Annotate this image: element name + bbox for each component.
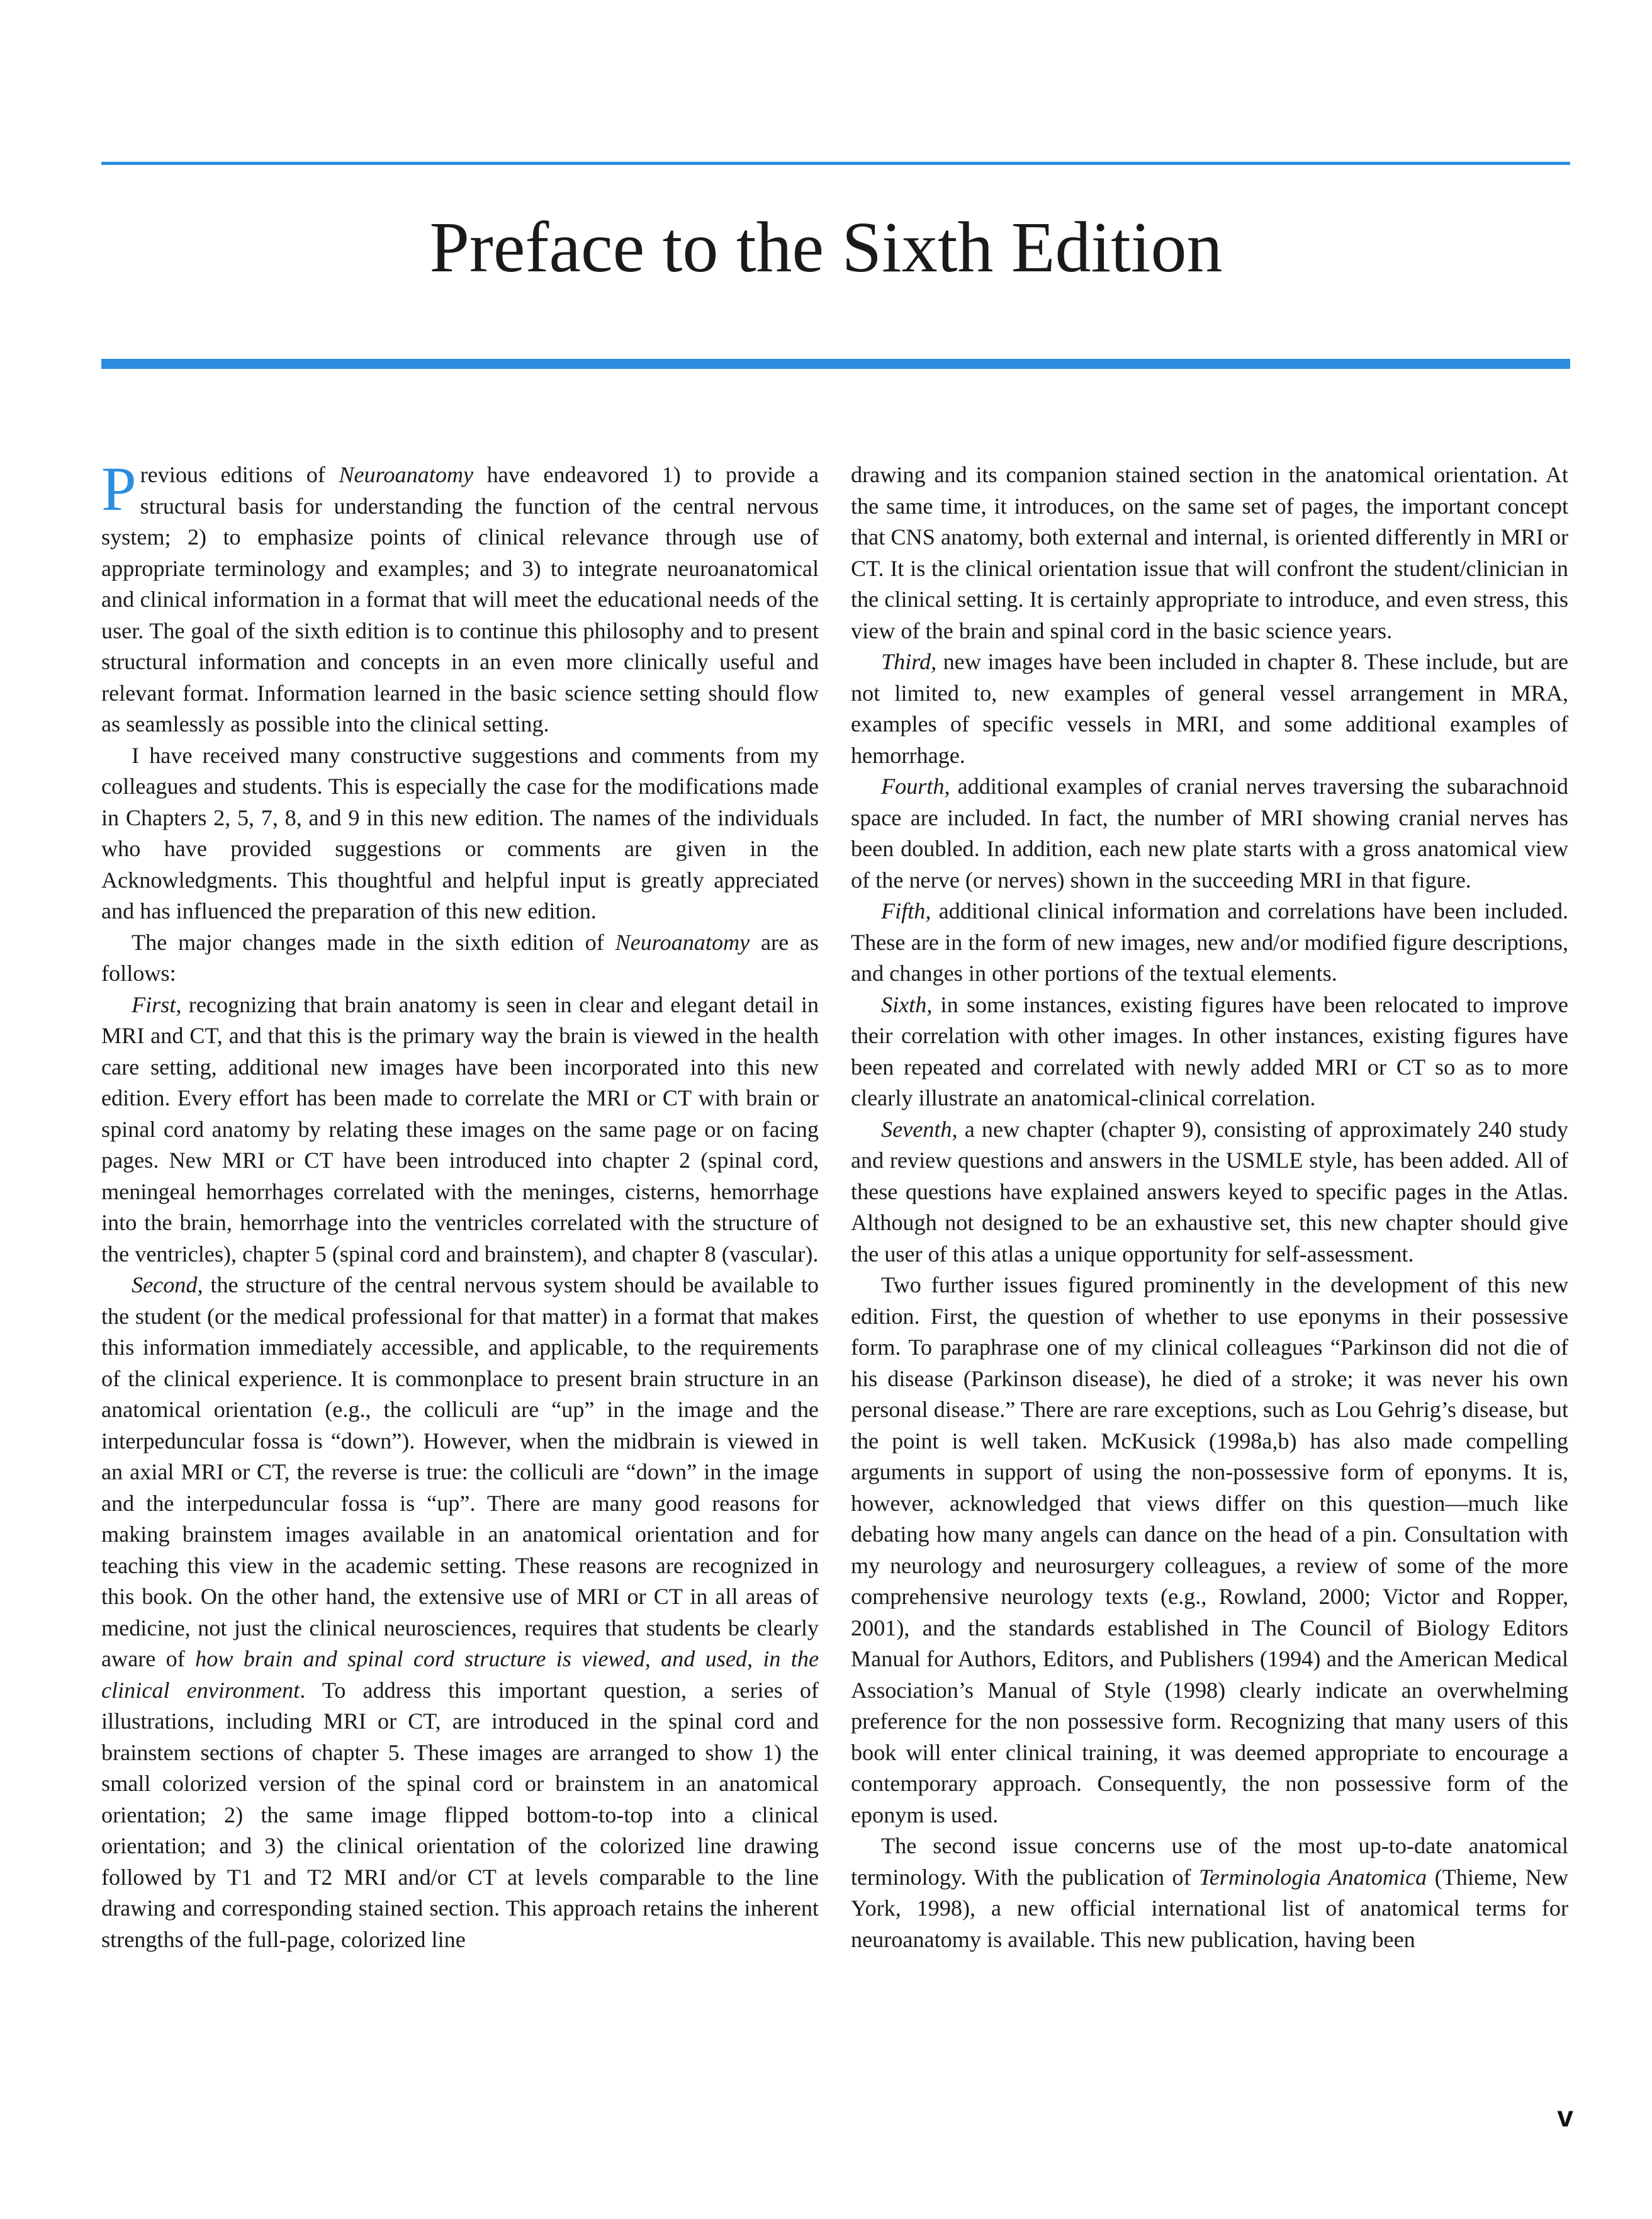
book-title: Neuroanatomy: [339, 462, 474, 487]
paragraph-text: revious editions of: [140, 462, 339, 487]
ordinal-lead: Sixth,: [881, 991, 933, 1017]
top-rule: [101, 162, 1570, 165]
paragraph: [101, 990, 819, 1270]
paragraph-text: are as follows:: [101, 929, 819, 986]
ordinal-lead: Fifth,: [881, 898, 931, 923]
ordinal-lead: Seventh,: [881, 1116, 958, 1142]
paragraph-text: recognizing that brain anatomy is seen in clear and elegant detail in MRI and CT, and that this is the primary way the brain is viewed in the health care setting, additional new images have been incorporated into this new edition. Every effort has been made to correlate the MRI or CT with brain or spinal cord anatomy by relating these images on the same page or on facing pages. New MRI or CT have been introduced into chapter 2 (spinal cord, meningeal hemorrhages correlated with the meninges, cisterns, hemorrhage into the brain, hemorrhage into the ventricles correlated with the structure of the ventricles), chapter 5 (spinal cord and brainstem), and chapter 8 (vascular).: [101, 991, 819, 1267]
paragraph: [101, 460, 819, 740]
page-number: v: [1557, 2100, 1573, 2133]
paragraph: I have received many constructive suggestions and comments from my colleagues and students. This is especially the case for the modifications made in Chapters 2, 5, 7, 8, and 9 in this new edition. The names of the individuals who have provided suggestions or comments are given in the Acknowledgments. This thoughtful and helpful input is greatly appreciated and has influenced the preparation of this new edition.: [101, 742, 819, 923]
paragraph: [851, 647, 1568, 771]
paragraph-text: additional clinical information and correlations have been included. These are in the form of new images, new and/or modified figure descriptions, and changes in other portions of the textual elements.: [851, 898, 1568, 986]
ordinal-lead: Third,: [881, 649, 937, 674]
paragraph: drawing and its companion stained section in the anatomical orientation. At the same time, it introduces, on the same set of pages, the important concept that CNS anatomy, both external and internal, is oriented differently in MRI or CT. It is the clinical orientation issue that will confront the student/clinician in the clinical setting. It is certainly appropriate to introduce, and even stress, this view of the brain and spinal cord in the basic science years.: [851, 462, 1568, 643]
paragraph-text: (Thieme, New York, 1998), a new official international list of anatomical terms for neuroanatomy is available. This new publication, having been: [851, 1864, 1568, 1952]
paragraph: Two further issues figured prominently in the development of this new edition. First, the question of whether to use eponyms in their possessive form. To paraphrase one of my clinical colleagues “Parkinson did not die of his disease (Parkinson disease), he died of a stroke; it was never his own personal disease.” There are rare exceptions, such as Lou Gehrig’s disease, but the point is well taken. McKusick (1998a,b) has also made compelling arguments in support of using the non-possessive form of eponyms. It is, however, acknowledged that views differ on this question—much like debating how many angels can dance on the head of a pin. Consultation with my neurology and neurosurgery colleagues, a review of some of the more comprehensive neurology texts (e.g., Rowland, 2000; Victor and Ropper, 2001), and the standards established in The Council of Biology Editors Manual for Authors, Editors, and Publishers (1994) and the American Medical Association’s Manual of Style (1998) clearly indicate an overwhelming preference for the non possessive form. Recognizing that many users of this book will enter clinical training, it was deemed appropriate to encourage a contemporary approach. Consequently, the non possessive form of the eponym is used.: [851, 1272, 1568, 1827]
page-title: Preface to the Sixth Edition: [429, 207, 1223, 287]
book-title: Terminologia Anatomica: [1199, 1864, 1427, 1890]
ordinal-lead: Fourth,: [881, 774, 950, 799]
paragraph-text: . To address this important question, a series of illustrations, including MRI or CT, are introduced in the spinal cord and brainstem sections of chapter 5. These images are arranged to show 1) the small colorized version of the spinal cord or brainstem in an anatomical orientation; 2) the same image flipped bottom-to-top into a clinical orientation; and 3) the clinical orientation of the colorized line drawing followed by T1 and T2 MRI and/or CT at levels comparable to the line drawing and corresponding stained section. This approach retains the inherent strengths of the full-page, colorized line: [101, 1677, 819, 1952]
left-column: [101, 460, 819, 2121]
book-title: Neuroanatomy: [615, 929, 750, 955]
paragraph-text: have endeavored 1) to provide a structural basis for understanding the function of the central nervous system; 2) to emphasize points of clinical relevance through use of appropriate terminology and examples; and 3) to integrate neuroanatomical and clinical information in a format that will meet the educational needs of the user. The goal of the sixth edition is to continue this philosophy and to present structural information and concepts in an even more clinically useful and relevant format. Information learned in the basic science setting should flow as seamlessly as possible into the clinical setting.: [101, 462, 819, 737]
paragraph-text: The second issue concerns use of the most up-to-date anatomical terminology. With the publication of: [851, 1833, 1568, 1890]
ordinal-lead: First,: [132, 991, 182, 1017]
paragraph-text: The major changes made in the sixth edition of: [132, 929, 615, 955]
ordinal-lead: Second,: [132, 1272, 203, 1297]
paragraph: [851, 1831, 1568, 1955]
paragraph: [101, 927, 819, 990]
paragraph-text: new images have been included in chapter 8. These include, but are not limited to, new examples of general vessel arrangement in MRA, examples of specific vessels in MRI, and some additional examples of hemorrhage.: [851, 649, 1568, 768]
title-underline-rule: [101, 359, 1570, 369]
paragraph-text: the structure of the central nervous system should be available to the student (or the medical professional for that matter) in a format that makes this information immediately accessible, and applicable, to the requirements of the clinical experience. It is commonplace to present brain structure in an anatomical orientation (e.g., the colliculi are “up” in the image and the interpeduncular fossa is “down”). However, when the midbrain is viewed in an axial MRI or CT, the reverse is true: the colliculi are “down” in the image and the interpeduncular fossa is “up”. There are many good reasons for making brainstem images available in an anatomical orientation and for teaching this view in the academic setting. These reasons are recognized in this book. On the other hand, the extensive use of MRI or CT in all areas of medicine, not just the clinical neurosciences, requires that students be clearly aware of: [101, 1272, 819, 1671]
paragraph: [101, 1270, 819, 1955]
paragraph-text: a new chapter (chapter 9), consisting of approximately 240 study and review questions and answers in the USMLE style, has been added. All of these questions have explained answers keyed to specific pages in the Atlas. Although not designed to be an exhaustive set, this new chapter should give the user of this atlas a unique opportunity for self-assessment.: [851, 1116, 1568, 1267]
drop-cap: P: [101, 460, 137, 524]
paragraph-text: additional examples of cranial nerves traversing the subarachnoid space are included. In fact, the number of MRI showing cranial nerves has been doubled. In addition, each new plate starts with a gross anatomical view of the nerve (or nerves) shown in the succeeding MRI in that figure.: [851, 774, 1568, 893]
emphasis-text: how brain and spinal cord structure is viewed, and used, in the clinical environment: [101, 1646, 819, 1703]
paragraph: [851, 771, 1568, 896]
paragraph: [851, 1114, 1568, 1270]
right-column: [851, 460, 1568, 2121]
paragraph: [851, 990, 1568, 1114]
paragraph: [851, 896, 1568, 990]
paragraph-text: in some instances, existing figures have been relocated to improve their correlation with other images. In other instances, existing figures have been repeated and correlated with newly added MRI or CT so as to more clearly illustrate an anatomical-clinical correlation.: [851, 991, 1568, 1110]
